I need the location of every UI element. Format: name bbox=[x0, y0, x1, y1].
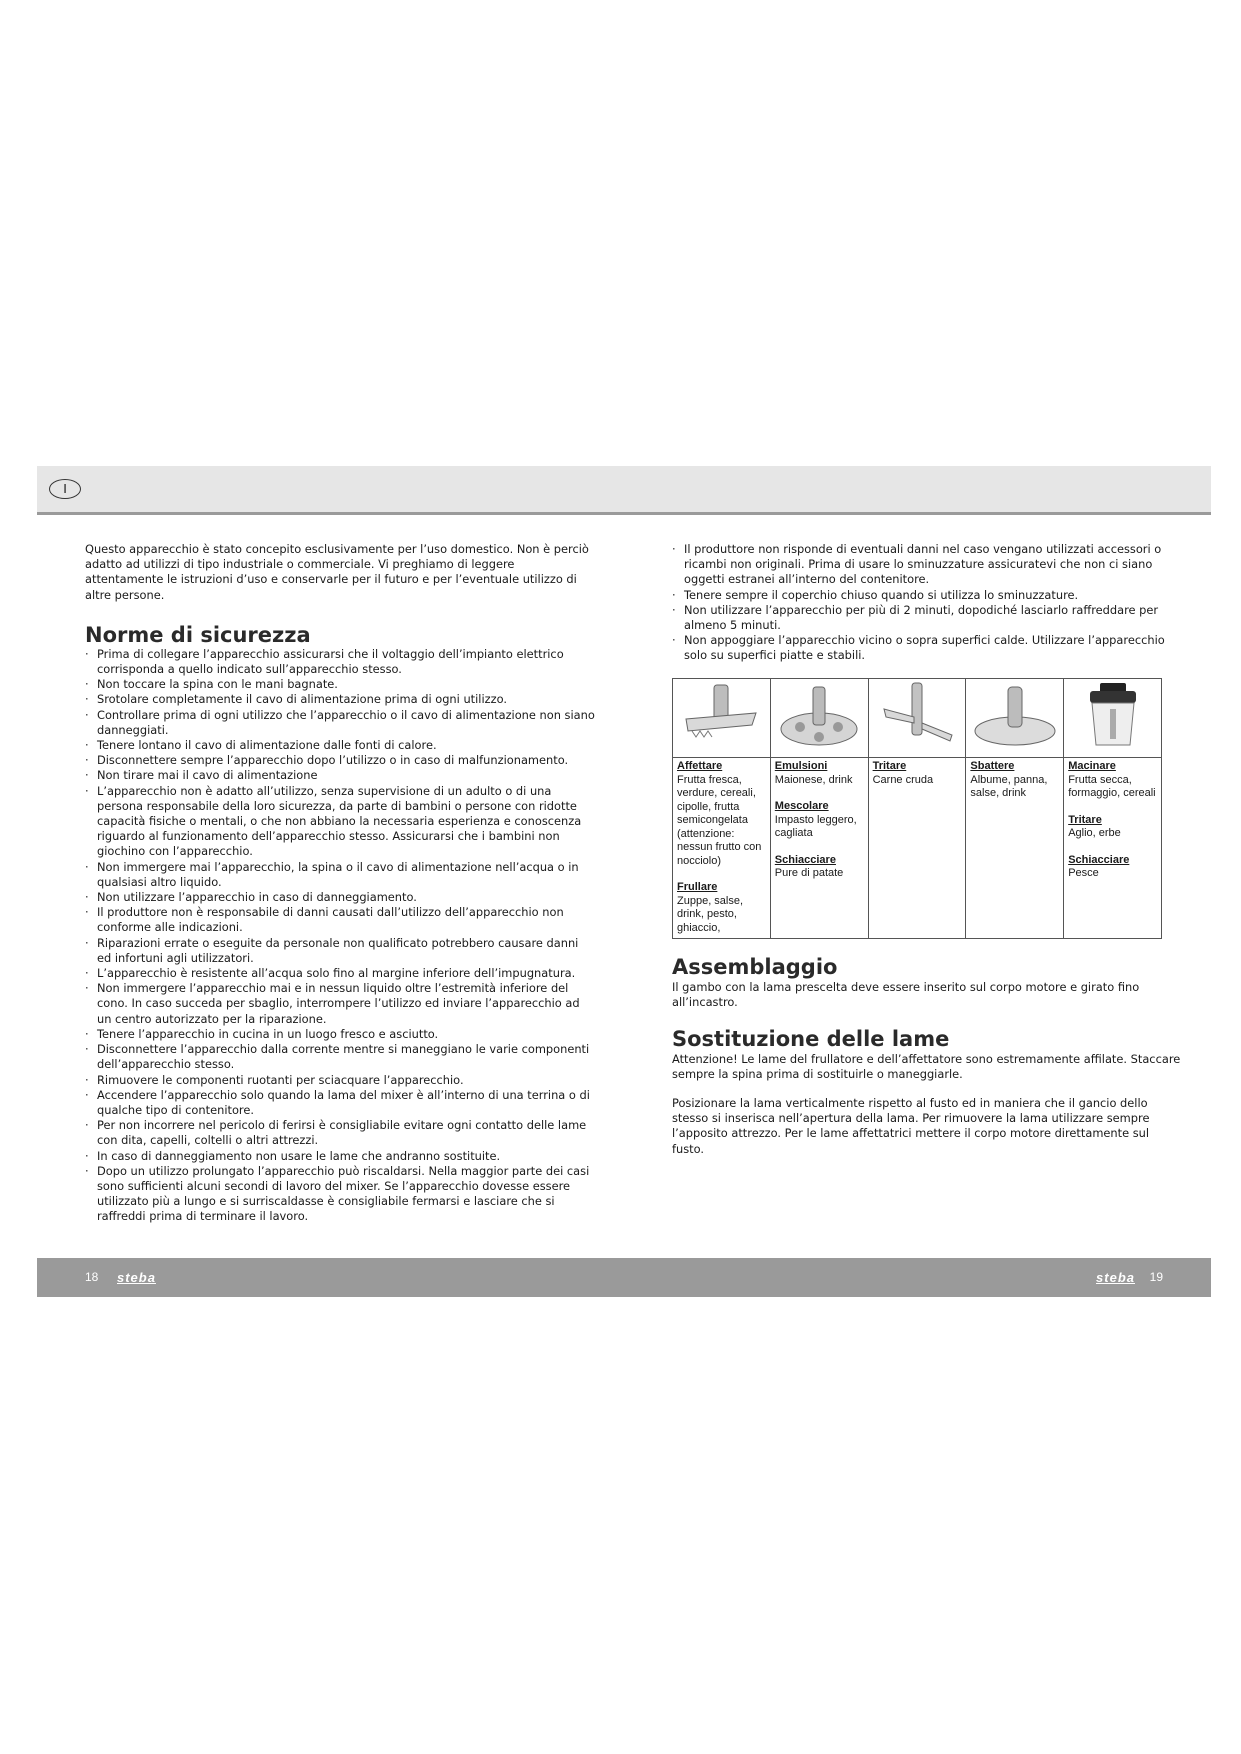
crushing-text: Pesce bbox=[1068, 867, 1099, 880]
mashing-text: Pure di patate bbox=[774, 867, 844, 880]
whipping-cell bbox=[966, 758, 1064, 939]
emulsion-cell bbox=[770, 758, 868, 939]
brand-logo-right: steba bbox=[1096, 1270, 1135, 1285]
slicing-text: Frutta fresca, verdure, cereali, cipolle, frutta semicongelata (attenzione: nessun frutto con nocciolo) bbox=[677, 773, 762, 867]
crushing-label: Schiacciare bbox=[1068, 853, 1130, 866]
grinding-cell bbox=[1064, 758, 1162, 939]
emulsion-text: Maionese, drink bbox=[774, 773, 853, 786]
blending-text: Zuppe, salse, drink, pesto, ghiaccio, bbox=[677, 894, 744, 934]
slicing-label: Affettare bbox=[677, 760, 723, 773]
left-column bbox=[85, 542, 595, 1225]
list-item: · Disconnettere sempre l’apparecchio dopo l’utilizzo o in caso di malfunzionamento. bbox=[85, 753, 595, 768]
blade-positioning-text: Posizionare la lama verticalmente rispetto al fusto ed in maniera che il gancio dello stesso si inserisca nell’apertura della lama. Per rimuovere la lama utilizzare sempre l’apposito attrezzo. Per le lame affettatrici mettere il corpo motore direttamente sul fusto. bbox=[672, 1095, 1150, 1156]
list-item: · Prima di collegare l’apparecchio assicurarsi che il voltaggio dell’impianto elettrico corrisponda a quello indicato sull’apparecchio stesso. bbox=[85, 647, 595, 677]
safety-list bbox=[85, 647, 595, 1225]
safety-list-continued bbox=[672, 542, 1182, 664]
grinder-bowl-icon bbox=[1070, 679, 1156, 753]
mashing-label: Schiacciare bbox=[774, 853, 836, 866]
list-item: · L’apparecchio è resistente all’acqua solo fino al margine inferiore dell’impugnatura. bbox=[85, 966, 595, 981]
grinding-label: Macinare bbox=[1068, 760, 1116, 773]
list-item: · Controllare prima di ogni utilizzo che l’apparecchio o il cavo di alimentazione non siano danneggiati. bbox=[85, 708, 595, 738]
blade-uses-table bbox=[672, 678, 1162, 940]
emulsion-disc-icon bbox=[776, 679, 862, 753]
list-item: · Rimuovere le componenti ruotanti per sciacquare l’apparecchio. bbox=[85, 1073, 595, 1088]
list-item: · L’apparecchio non è adatto all’utilizzo, senza supervisione di un adulto o di una persona responsabile della loro sicurezza, da parte di bambini o persone con ridotte capacità fisiche o mentali, o che non abbiano la necessaria esperienza e conoscenza riguardo al funzionamento dell’apparecchio stesso. Assicurarsi che i bambini non giochino con l’apparecchio. bbox=[85, 784, 595, 860]
chopping-cell bbox=[868, 758, 966, 939]
list-item: · Non appoggiare l’apparecchio vicino o sopra superfici calde. Utilizzare l’apparecchio solo su superfici piatte e stabili. bbox=[672, 633, 1182, 663]
whipping-label: Sbattere bbox=[970, 760, 1015, 773]
list-item: · Tenere lontano il cavo di alimentazione dalle fonti di calore. bbox=[85, 738, 595, 753]
assembly-text: Il gambo con la lama prescelta deve essere inserito sul corpo motore e girato fino all’incastro. bbox=[672, 980, 1140, 1010]
chopping-text: Carne cruda bbox=[872, 773, 934, 786]
list-item: · Non utilizzare l’apparecchio per più di 2 minuti, dopodiché lasciarlo raffreddare per almeno 5 minuti. bbox=[672, 603, 1182, 633]
slicer-blade-image bbox=[673, 678, 771, 758]
blade-replacement-section bbox=[672, 1027, 1182, 1157]
intro-paragraph: Questo apparecchio è stato concepito esclusivamente per l’uso domestico. Non è perciò adatto ad utilizzi di tipo industriale o commerciale. Vi preghiamo di leggere attentamente le istruzioni d’uso e conservarle per il futuro e per l’eventuale utilizzo di altre persone. bbox=[85, 542, 589, 602]
mincing-text: Aglio, erbe bbox=[1068, 827, 1121, 840]
grinding-text: Frutta secca, formaggio, cereali bbox=[1068, 773, 1156, 800]
blending-label: Frullare bbox=[677, 881, 718, 894]
list-item: · Srotolare completamente il cavo di alimentazione prima di ogni utilizzo. bbox=[85, 692, 595, 707]
mincing-label: Tritare bbox=[1068, 813, 1102, 826]
list-item: · Non immergere l’apparecchio mai e in nessun liquido oltre l’estremità inferiore del cono. In caso succeda per sbaglio, interrompere l’utilizzo ed inviare l’apparecchio ad un centro autorizzato per la riparazione. bbox=[85, 981, 595, 1027]
whisk-disc-icon bbox=[972, 679, 1058, 753]
list-item: · Accendere l’apparecchio solo quando la lama del mixer è all’interno di una terrina o di qualche tipo di contenitore. bbox=[85, 1088, 595, 1118]
list-item: · Non utilizzare l’apparecchio in caso di danneggiamento. bbox=[85, 890, 595, 905]
list-item: · Per non incorrere nel pericolo di ferirsi è consigliabile evitare ogni contatto delle lame con dita, capelli, coltelli o altri attrezzi. bbox=[85, 1118, 595, 1148]
blade-warning-text: Attenzione! Le lame del frullatore e dell’affettatore sono estremamente affilate. Staccare sempre la spina prima di sostituirle o maneggiarle. bbox=[672, 1051, 1181, 1081]
safety-heading: Norme di sicurezza bbox=[85, 622, 311, 647]
list-item: · Dopo un utilizzo prolungato l’apparecchio può riscaldarsi. Nella maggior parte dei casi sono sufficienti alcuni secondi di lavoro del mixer. Se l’apparecchio dovesse essere utilizzato più a lungo e si surriscaldasse è consigliabile fermarsi e lasciare che si raffreddi prima di terminare il lavoro. bbox=[85, 1164, 595, 1225]
list-item: · Il produttore non è responsabile di danni causati dall’utilizzo dell’apparecchio non conforme alle indicazioni. bbox=[85, 905, 595, 935]
blade-replacement-heading: Sostituzione delle lame bbox=[672, 1026, 950, 1051]
blade-images-row bbox=[673, 678, 1162, 758]
assembly-heading: Assemblaggio bbox=[672, 955, 838, 980]
assembly-section bbox=[672, 955, 1182, 1010]
whisk-disc-image bbox=[966, 678, 1064, 758]
page-number-left: 18 bbox=[85, 1270, 99, 1284]
list-item: · Riparazioni errate o eseguite da personale non qualificato potrebbero causare danni ed infortuni agli utilizzatori. bbox=[85, 936, 595, 966]
slicing-cell bbox=[673, 758, 771, 939]
grinder-bowl-image bbox=[1064, 678, 1162, 758]
language-badge: I bbox=[49, 479, 81, 499]
brand-logo-left: steba bbox=[117, 1270, 156, 1285]
list-item: · Disconnettere l’apparecchio dalla corrente mentre si maneggiano le varie componenti dell’apparecchio stesso. bbox=[85, 1042, 595, 1072]
footer-bar bbox=[37, 1258, 1211, 1297]
right-column bbox=[672, 542, 1182, 1171]
list-item: · Non toccare la spina con le mani bagnate. bbox=[85, 677, 595, 692]
top-bar bbox=[37, 466, 1211, 515]
slicer-blade-icon bbox=[678, 679, 764, 753]
list-item: · In caso di danneggiamento non usare le lame che andranno sostituite. bbox=[85, 1149, 595, 1164]
chopping-label: Tritare bbox=[872, 760, 907, 773]
emulsion-disc-image bbox=[770, 678, 868, 758]
mixing-label: Mescolare bbox=[774, 800, 829, 813]
whipping-text: Albume, panna, salse, drink bbox=[970, 773, 1048, 800]
list-item: · Tenere sempre il coperchio chiuso quando si utilizza lo sminuzzature. bbox=[672, 588, 1182, 603]
list-item: · Tenere l’apparecchio in cucina in un luogo fresco e asciutto. bbox=[85, 1027, 595, 1042]
mixing-text: Impasto leggero, cagliata bbox=[774, 813, 857, 840]
list-item: · Non tirare mai il cavo di alimentazione bbox=[85, 768, 595, 783]
page-number-right: 19 bbox=[1149, 1270, 1163, 1284]
chopper-blade-icon bbox=[874, 679, 960, 753]
list-item: · Il produttore non risponde di eventuali danni nel caso vengano utilizzati accessori o ricambi non originali. Prima di usare lo sminuzzature assicuratevi che non ci siano oggetti estranei all’interno del contenitore. bbox=[672, 542, 1182, 588]
list-item: · Non immergere mai l’apparecchio, la spina o il cavo di alimentazione nell’acqua o in qualsiasi altro liquido. bbox=[85, 860, 595, 890]
emulsion-label: Emulsioni bbox=[774, 760, 828, 773]
chopper-blade-image bbox=[868, 678, 966, 758]
blade-uses-row bbox=[673, 758, 1162, 939]
